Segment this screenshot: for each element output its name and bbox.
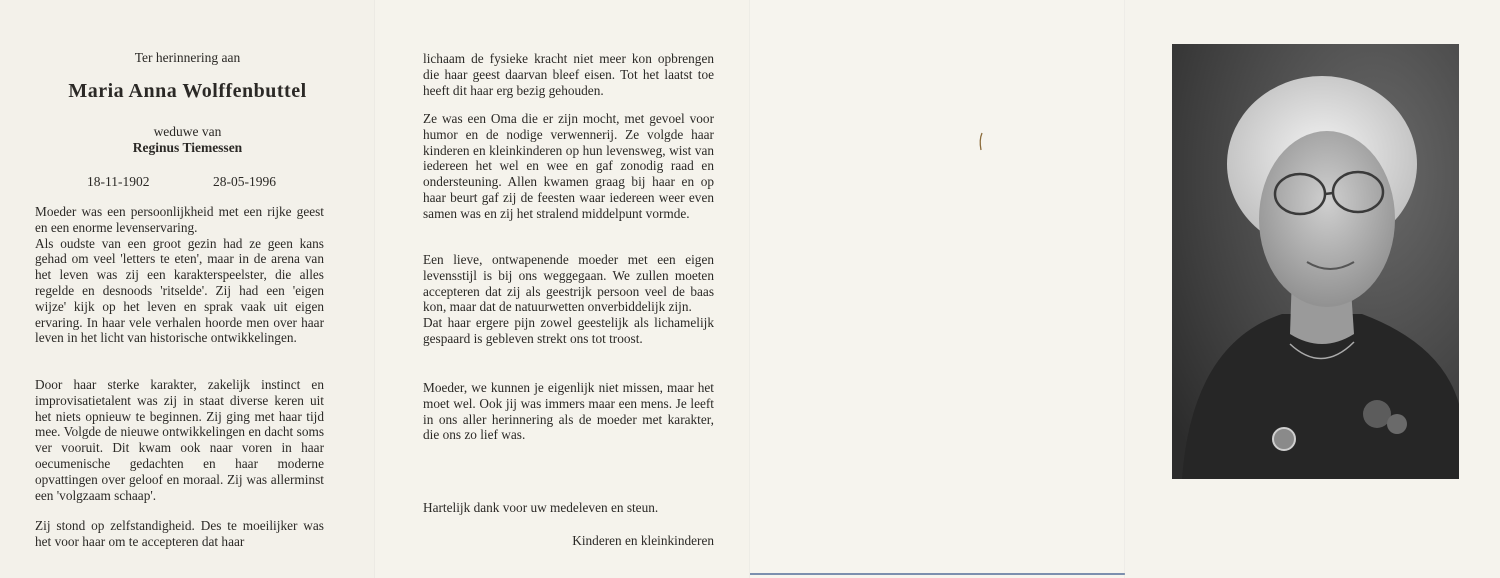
deceased-name: Maria Anna Wolffenbuttel bbox=[68, 80, 307, 102]
intro-text: Ter herinnering aan bbox=[134, 50, 241, 65]
paragraph-independence: Zij stond op zelfstandigheid. Des te moeilijker was het voor haar om te accepteren dat haar bbox=[35, 518, 324, 549]
paragraph-farewell: Moeder, we kunnen je eigenlijk niet missen, maar het moet wel. Ook jij was immers maar een mens. Je leeft in ons aller herinnering als de moeder met karakter, die ons zo lief was. bbox=[423, 380, 714, 443]
widow-of-label: weduwe van bbox=[153, 124, 222, 139]
death-date: 28-05-1996 bbox=[213, 174, 276, 189]
portrait-illustration bbox=[1172, 44, 1459, 479]
paragraph-character: Door haar sterke karakter, zakelijk instinct en improvisatietalent was zij in staat diverse keren uit het niets opnieuw te beginnen. Zij ging met haar tijd mee. Volgde de nieuwe ontwikkelingen en dacht soms ver vooruit. Dit kwam ook naar voren in haar oecumenische gedachten en haar moderne opvattingen over geloof en moraal. Zij was allerminst een 'volgzaam schaap'. bbox=[35, 377, 324, 503]
photo-panel bbox=[1125, 0, 1500, 578]
ink-mark bbox=[978, 132, 984, 152]
edge-line bbox=[750, 573, 1125, 575]
middle-panel bbox=[375, 0, 750, 578]
portrait-photo bbox=[1172, 44, 1459, 479]
paragraph-lifestyle: Een lieve, ontwapenende moeder met een eigen levensstijl is bij ons weggegaan. We zullen moeten accepteren dat zij als geestrijk persoon veel de baas kon, maar dat de natuurwetten onverbiddelijk zijn. Dat haar ergere pijn zowel geestelijk als lichamelijk gespaard is gebleven strekt ons tot troost. bbox=[423, 252, 714, 346]
birth-date: 18-11-1902 bbox=[87, 174, 150, 189]
blank-panel bbox=[750, 0, 1125, 578]
thanks-text: Hartelijk dank voor uw medeleven en steun. bbox=[423, 500, 659, 515]
paragraph-body-strength: lichaam de fysieke kracht niet meer kon opbrengen die haar geest daarvan bleef eisen. Tot het laatst toe heeft dit haar erg bezig gehouden. bbox=[423, 51, 714, 98]
left-panel bbox=[0, 0, 375, 578]
paragraph-personality: Moeder was een persoonlijkheid met een rijke geest en een enorme levenservaring. Als oudste van een groot gezin had ze geen kans gehad om veel 'letters te eten', maar in de arena van het leven was zij een karakterspeelster, die alles regelde en desnoods 'ritselde'. Zij had een 'eigen wijze' kijk op het leven en sprak vaak uit eigen ervaring. In haar vele verhalen hoorde men over haar leven in het licht van historische ontwikkelingen. bbox=[35, 204, 324, 346]
husband-name: Reginus Tiemessen bbox=[132, 140, 243, 155]
signoff-text: Kinderen en kleinkinderen bbox=[572, 533, 714, 548]
paragraph-grandmother: Ze was een Oma die er zijn mocht, met gevoel voor humor en de nodige verwennerij. Ze volgde haar kinderen en kleinkinderen op hun levensweg, wist van iedereen het wel en wee en gaf zonodig raad en ondersteuning. Allen kwamen graag bij haar en op haar beurt gaf zij de feesten waar iedereen weer even samen was en zij het stralend middelpunt vormde. bbox=[423, 111, 714, 221]
